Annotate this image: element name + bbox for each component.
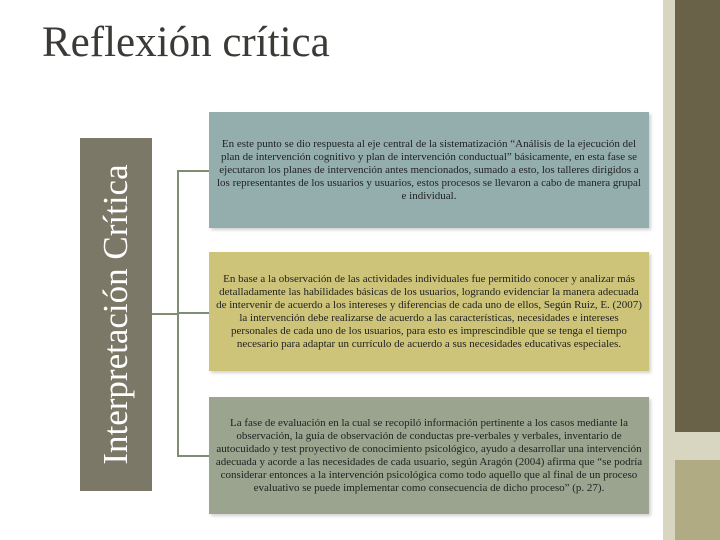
text-box-1	[209, 112, 649, 228]
text-box-2-content: En base a la observación de las actividades individuales fue permitido conocer y analizar más detalladamente las habilidades básicas de los usuarios, logrando evidenciar la manera adecuada de intervenir de acuerdo a los intereses y diferencias de cada uno de ellos, Según Ruiz, E. (2007) la intervención debe realizarse de acuerdo a las características, necesidades e intereses personales de cada uno de los usuarios, para esto es imprescindible que se tenga el tiempo necesario para adaptar un currículo de acuerdo a sus necesidades educativas especiales.	[216, 272, 642, 350]
connector-branch-2	[177, 312, 209, 314]
connector-root	[152, 313, 178, 315]
vertical-label: Interpretación Crítica	[96, 164, 135, 465]
sidebar-light-stripe	[663, 0, 675, 540]
text-box-1-content: En este punto se dio respuesta al eje central de la sistematización “Análisis de la ejecución del plan de intervención cognitivo y plan de intervención conductual” básicamente, en esta fase se ejecutaron los planes de intervención antes mencionados, sumado a esto, los talleres dirigidos a los representantes de los usuarios y usuarios, estos procesos se llevaron a cabo de manera grupal e individual.	[217, 137, 641, 202]
text-box-3-content: La fase de evaluación en la cual se recopiló información pertinente a los casos mediante la observación, la guía de observación de conductas pre-verbales y verbales, inventario de autocuidado y test proyectivo de conocimiento psicológico, ayudo a desarrollar una intervención adecuada y acorde a las necesidades de cada usuario, según Aragón (2004) afirma que “se podría considerar entonces a la intervención psicológica como todo aquello que al final de un proceso evaluativo se puede implementar como consecuencia de dicho proceso” (p. 27).	[215, 416, 643, 494]
slide-title: Reflexión crítica	[42, 19, 330, 66]
connector-branch-3	[177, 455, 209, 457]
sidebar-accent-block-bottom	[675, 460, 720, 540]
connector-branch-1	[177, 170, 209, 172]
text-box-3	[209, 397, 649, 514]
sidebar-accent-block	[675, 432, 720, 460]
text-box-2	[209, 252, 649, 371]
